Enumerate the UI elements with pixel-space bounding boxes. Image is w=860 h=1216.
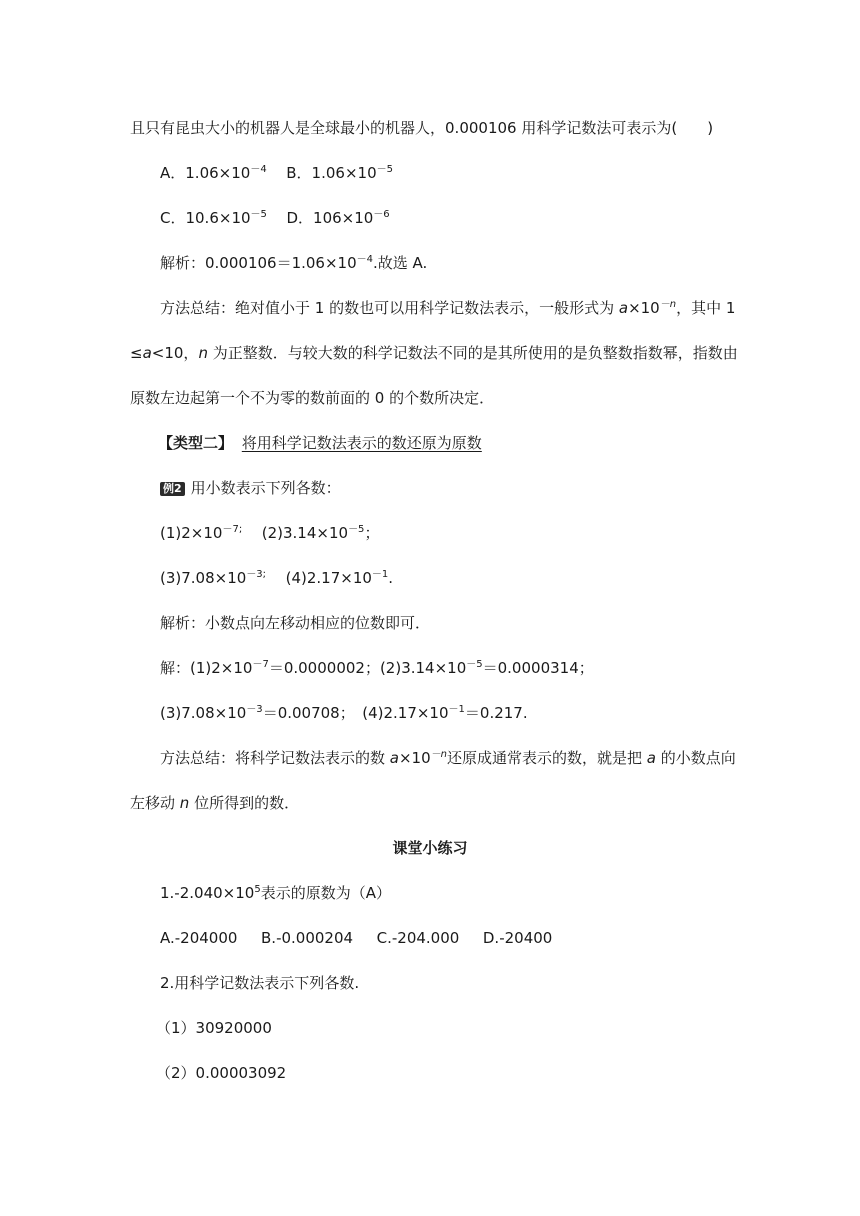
var-a: a [646, 749, 656, 767]
question-3-exp: －3; [246, 569, 267, 580]
var-a: a [142, 344, 152, 362]
method-exp: －n [430, 749, 447, 760]
solution-3-result: ＝0.00708； (4)2.17×10 [262, 704, 449, 722]
var-a: a [618, 299, 629, 317]
ex1-options-ab [160, 163, 393, 183]
ex2-solution-line1 [160, 658, 594, 678]
var-n: n [198, 344, 208, 362]
practice-option-d: D.-20400 [482, 929, 553, 947]
method-text: 为正整数．与较大数的科学记数法不同的是其所使用的是负整数指数幂，指数由 [207, 344, 738, 362]
practice-q1-text: 1.-2.040×10 [160, 884, 255, 902]
method-power: ×10 [398, 749, 431, 767]
option-a: A．1.06×10 [160, 164, 251, 182]
method-text: 方法总结：绝对值小于 1 的数也可以用科学记数法表示，一般形式为 [160, 299, 619, 317]
analysis-text: 解析：0.000106＝1.06×10 [160, 254, 357, 272]
question-4: (4)2.17×10 [285, 569, 372, 587]
ex1-method-line1 [160, 298, 735, 318]
solution-3: (3)7.08×10 [160, 704, 247, 722]
question-4-exp: －1 [371, 569, 389, 580]
practice-q2-item2: （2）0.00003092 [156, 1064, 287, 1082]
method-exp: －n [659, 299, 677, 310]
var-a: a [389, 749, 399, 767]
ex2-solution-line2 [160, 703, 528, 723]
ex1-analysis [160, 253, 427, 273]
type-title: 将用科学记数法表示的数还原为原数 [241, 434, 482, 452]
practice-q1-options [160, 928, 552, 948]
solution-3-exp: －3 [246, 704, 263, 715]
practice-option-a: A.-204000 [160, 929, 238, 947]
solution-4-exp: －1 [448, 704, 465, 715]
type-bracket: 【类型二】 [158, 434, 234, 452]
ex2-method-line2 [130, 793, 299, 813]
ex1-method-line2 [130, 343, 738, 363]
question-4-end: . [388, 569, 394, 587]
var-n: n [179, 794, 190, 812]
method-text-end: 位所得到的数． [189, 794, 300, 812]
practice-q1-exp: 5 [254, 884, 261, 895]
option-a-exp: －4 [250, 164, 267, 175]
solution-2-result: ＝0.0000314； [482, 659, 594, 677]
type2-heading [158, 433, 482, 453]
practice-heading: 课堂小练习 [392, 839, 468, 857]
question-3: (3)7.08×10 [160, 569, 247, 587]
option-d-exp: －6 [373, 209, 390, 220]
method-power: ×10 [628, 299, 660, 317]
question-1: (1)2×10 [160, 524, 223, 542]
method-text: 左移动 [130, 794, 180, 812]
analysis-exp: －4 [356, 254, 374, 265]
ex1-options-cd [160, 208, 390, 228]
method-lt: <10， [151, 344, 199, 362]
practice-option-b: B.-0.000204 [261, 929, 354, 947]
analysis-end: .故选 A. [373, 254, 428, 272]
method-text: 方法总结：将科学记数法表示的数 [160, 749, 390, 767]
example-badge: 例2 [160, 482, 185, 496]
solution-1-exp: －7 [252, 659, 269, 670]
solution-1: 解：(1)2×10 [160, 659, 253, 677]
ex2-q34 [160, 568, 393, 588]
question-1-exp: －7; [222, 524, 243, 535]
practice-q2: 2.用科学记数法表示下列各数. [160, 974, 360, 992]
solution-2-exp: －5 [466, 659, 483, 670]
practice-option-c: C.-204.000 [376, 929, 460, 947]
option-c-exp: －5 [250, 209, 267, 220]
practice-q1 [160, 883, 391, 903]
practice-q1-end: 表示的原数为（A） [260, 884, 391, 902]
question-2-exp: －5 [348, 524, 365, 535]
ex2-prompt [160, 478, 341, 498]
solution-4-result: ＝0.217. [464, 704, 528, 722]
intro-text: 且只有昆虫大小的机器人是全球最小的机器人，0.000106 用科学记数法可表示为( ) [130, 119, 714, 137]
method-text-mid: 还原成通常表示的数，就是把 [446, 749, 647, 767]
method-text-end: ，其中 1 [676, 299, 736, 317]
solution-1-result: ＝0.0000002；(2)3.14×10 [268, 659, 467, 677]
ex1-method-line3: 原数左边起第一个不为零的数前面的 0 的个数所决定． [130, 389, 495, 407]
option-c: C．10.6×10 [160, 209, 251, 227]
method-text-end: 的小数点向 [655, 749, 736, 767]
practice-q2-item1: （1）30920000 [156, 1019, 272, 1037]
ex2-analysis: 解析：小数点向左移动相应的位数即可． [160, 614, 431, 632]
option-b-exp: －5 [376, 164, 393, 175]
option-d: D．106×10 [286, 209, 374, 227]
ex2-q12 [160, 523, 379, 543]
ex2-method-line1 [160, 748, 736, 768]
method-le: ≤ [130, 344, 143, 362]
example-prompt: 用小数表示下列各数： [190, 479, 341, 497]
question-2: (2)3.14×10 [261, 524, 349, 542]
option-b: B．1.06×10 [286, 164, 377, 182]
question-2-end: ； [364, 524, 380, 542]
